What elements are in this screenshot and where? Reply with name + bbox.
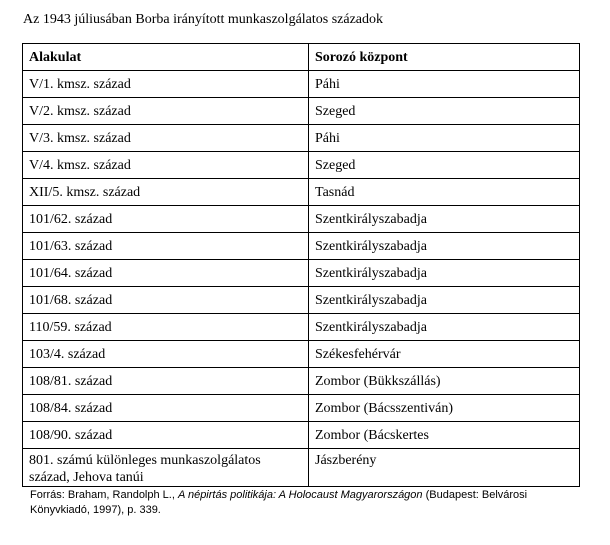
center-cell: Székesfehérvár [309, 341, 580, 368]
table-caption: Az 1943 júliusában Borba irányított munkaszolgálatos századok [23, 12, 384, 27]
center-cell: Szentkirályszabadja [309, 260, 580, 287]
unit-cell: 110/59. század [23, 314, 309, 341]
unit-cell: 101/64. század [23, 260, 309, 287]
unit-cell: 108/81. század [23, 368, 309, 395]
unit-cell: XII/5. kmsz. század [23, 179, 309, 206]
unit-cell: V/4. kmsz. század [23, 152, 309, 179]
table-row [23, 125, 580, 152]
table-row [23, 98, 580, 125]
table-row [23, 233, 580, 260]
center-cell: Szentkirályszabadja [309, 206, 580, 233]
center-cell: Páhi [309, 125, 580, 152]
center-cell: Páhi [309, 71, 580, 98]
center-cell: Zombor (Bácskertes [309, 422, 580, 449]
unit-cell: 103/4. század [23, 341, 309, 368]
citation-suffix: (Budapest: Belvárosi Könyvkiadó, 1997), p. 339. [30, 489, 528, 516]
table-row [23, 449, 580, 487]
center-cell: Zombor (Bácsszentiván) [309, 395, 580, 422]
center-cell: Jászberény [309, 449, 580, 487]
unit-cell: V/3. kmsz. század [23, 125, 309, 152]
table-row [23, 71, 580, 98]
table-row [23, 179, 580, 206]
unit-cell: 801. számú különleges munkaszolgálatos század, Jehova tanúi [23, 449, 309, 487]
unit-cell: 101/62. század [23, 206, 309, 233]
citation-prefix: Forrás: Braham, Randolph L., [30, 489, 178, 501]
table-row [23, 341, 580, 368]
table-row [23, 422, 580, 449]
unit-cell: 101/63. század [23, 233, 309, 260]
units-table [22, 43, 580, 487]
center-cell: Tasnád [309, 179, 580, 206]
table-header-row [23, 44, 580, 71]
table-row [23, 395, 580, 422]
center-cell: Szentkirályszabadja [309, 287, 580, 314]
center-cell: Szeged [309, 98, 580, 125]
table-row [23, 314, 580, 341]
unit-cell: 108/90. század [23, 422, 309, 449]
table-row [23, 368, 580, 395]
center-cell: Szentkirályszabadja [309, 314, 580, 341]
table-row [23, 287, 580, 314]
table-row [23, 260, 580, 287]
center-cell: Szentkirályszabadja [309, 233, 580, 260]
center-cell: Szeged [309, 152, 580, 179]
unit-cell: 101/68. század [23, 287, 309, 314]
center-cell: Zombor (Bükkszállás) [309, 368, 580, 395]
unit-cell: V/2. kmsz. század [23, 98, 309, 125]
table-row [23, 206, 580, 233]
header-unit: Alakulat [23, 44, 309, 71]
citation-book-title: A népirtás politikája: A Holocaust Magyarországon [177, 489, 423, 501]
unit-cell: V/1. kmsz. század [23, 71, 309, 98]
unit-cell: 108/84. század [23, 395, 309, 422]
table-row [23, 152, 580, 179]
header-recruitment-center: Sorozó központ [309, 44, 580, 71]
source-citation [30, 488, 580, 518]
